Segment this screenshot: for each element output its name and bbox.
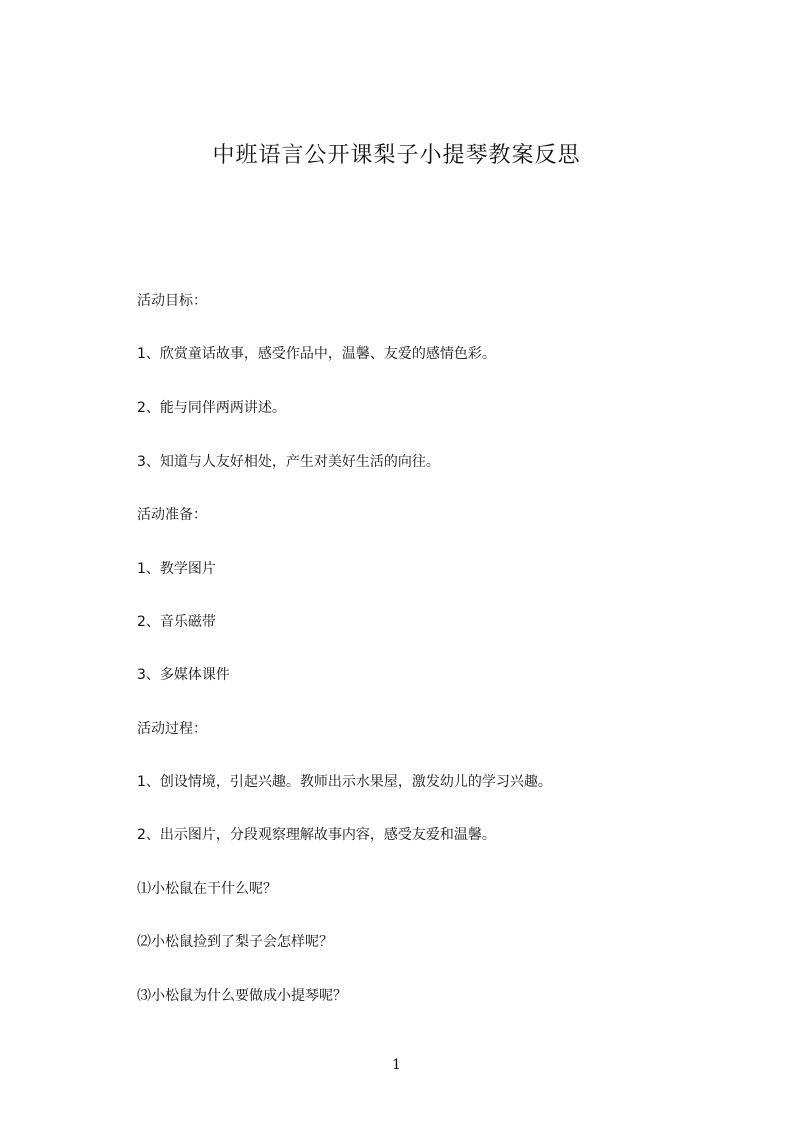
document-title: 中班语言公开课梨子小提琴教案反思	[212, 143, 581, 168]
process-subitem-2: ⑵小松鼠捡到了梨子会怎样呢？	[137, 934, 333, 950]
prep-item-3: 3、多媒体课件	[137, 667, 230, 683]
prep-item-1: 1、教学图片	[137, 561, 216, 577]
section-heading-goals: 活动目标：	[137, 293, 207, 309]
section-heading-process: 活动过程：	[137, 721, 207, 737]
goal-item-3: 3、知道与人友好相处，产生对美好生活的向往。	[137, 454, 440, 470]
goal-item-1: 1、欣赏童话故事，感受作品中，温馨、友爱的感情色彩。	[137, 346, 496, 362]
process-subitem-1: ⑴小松鼠在干什么呢？	[137, 881, 277, 897]
process-item-1: 1、创设情境，引起兴趣。教师出示水果屋，激发幼儿的学习兴趣。	[137, 774, 552, 790]
process-subitem-3: ⑶小松鼠为什么要做成小提琴呢？	[137, 988, 347, 1004]
section-heading-prep: 活动准备：	[137, 507, 207, 523]
prep-item-2: 2、音乐磁带	[137, 614, 216, 630]
page-number: 1	[392, 1057, 401, 1073]
goal-item-2: 2、能与同伴两两讲述。	[137, 400, 286, 416]
process-item-2: 2、出示图片，分段观察理解故事内容，感受友爱和温馨。	[137, 827, 496, 843]
